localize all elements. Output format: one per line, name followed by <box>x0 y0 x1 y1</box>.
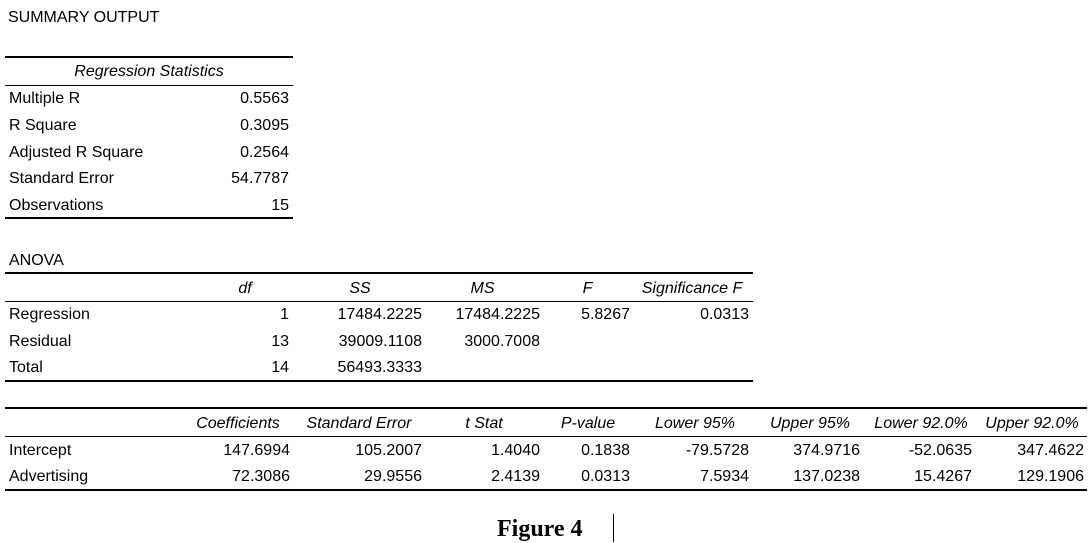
coef-header-t-stat: t Stat <box>465 415 503 432</box>
coef-header-lower-95: Lower 95% <box>654 415 736 432</box>
anova-ss: 56493.3333 <box>337 359 422 376</box>
anova-significance-f: 0.0313 <box>700 306 749 323</box>
coefficients-top-rule <box>5 407 1087 409</box>
stat-value: 0.3095 <box>240 117 289 134</box>
coef-header-lower-92: Lower 92.0% <box>874 415 968 432</box>
coef-value: 2.4139 <box>491 468 540 485</box>
anova-header-rule <box>5 301 753 302</box>
anova-header-ss: SS <box>349 280 371 297</box>
anova-top-rule <box>5 272 753 274</box>
coef-value: 105.2007 <box>355 442 422 459</box>
coef-value: 0.0313 <box>581 468 630 485</box>
coefficients-bottom-rule <box>5 489 1087 491</box>
coef-row-label: Advertising <box>9 468 89 485</box>
stat-label: Adjusted R Square <box>9 144 144 161</box>
coef-value: 374.9716 <box>793 442 860 459</box>
regression-statistics-bottom-rule <box>5 217 293 219</box>
anova-header-f: F <box>582 280 593 297</box>
anova-ms: 3000.7008 <box>464 333 540 350</box>
anova-row-label: Residual <box>9 333 72 350</box>
coef-row-label: Intercept <box>9 442 72 459</box>
coef-value: 129.1906 <box>1017 468 1084 485</box>
coef-header-standard-error: Standard Error <box>306 415 412 432</box>
anova-header-ms: MS <box>470 280 495 297</box>
stat-value: 54.7787 <box>231 170 289 187</box>
regression-statistics-header: Regression Statistics <box>74 63 224 80</box>
anova-ss: 17484.2225 <box>337 306 422 323</box>
stat-value: 0.5563 <box>240 90 289 107</box>
anova-ms: 17484.2225 <box>455 306 540 323</box>
coef-value: 15.4267 <box>914 468 972 485</box>
coef-value: 29.9556 <box>364 468 422 485</box>
coef-value: 1.4040 <box>491 442 540 459</box>
stat-label: Observations <box>9 197 104 214</box>
text-cursor <box>613 514 614 542</box>
stat-value: 15 <box>271 197 289 214</box>
regression-statistics-header-rule <box>5 85 293 86</box>
coef-value: 147.6994 <box>223 442 290 459</box>
anova-f: 5.8267 <box>581 306 630 323</box>
anova-header-significance-f: Significance F <box>641 280 743 297</box>
stat-value: 0.2564 <box>240 144 289 161</box>
stat-label: R Square <box>9 117 77 134</box>
stat-label: Multiple R <box>9 90 81 107</box>
anova-header-df: df <box>238 280 252 297</box>
coef-value: -79.5728 <box>685 442 749 459</box>
figure-caption: Figure 4 <box>497 516 583 542</box>
coef-value: -52.0635 <box>908 442 972 459</box>
coef-value: 137.0238 <box>793 468 860 485</box>
coef-header-upper-92: Upper 92.0% <box>985 415 1079 432</box>
anova-bottom-rule <box>5 380 753 382</box>
regression-statistics-top-rule <box>5 56 293 58</box>
anova-ss: 39009.1108 <box>338 333 422 350</box>
anova-row-label: Total <box>9 359 43 376</box>
anova-title: ANOVA <box>9 252 64 269</box>
anova-row-label: Regression <box>9 306 90 323</box>
anova-df: 1 <box>280 306 289 323</box>
anova-df: 13 <box>271 333 289 350</box>
stat-label: Standard Error <box>9 170 114 187</box>
coef-header-coefficients: Coefficients <box>196 415 280 432</box>
coefficients-header-rule <box>5 436 1087 437</box>
coef-value: 0.1838 <box>581 442 630 459</box>
summary-output-title: SUMMARY OUTPUT <box>8 9 160 26</box>
coef-header-p-value: P-value <box>560 415 616 432</box>
anova-df: 14 <box>271 359 289 376</box>
coef-value: 347.4622 <box>1017 442 1084 459</box>
coef-header-upper-95: Upper 95% <box>769 415 851 432</box>
coef-value: 7.5934 <box>700 468 749 485</box>
coef-value: 72.3086 <box>232 468 290 485</box>
